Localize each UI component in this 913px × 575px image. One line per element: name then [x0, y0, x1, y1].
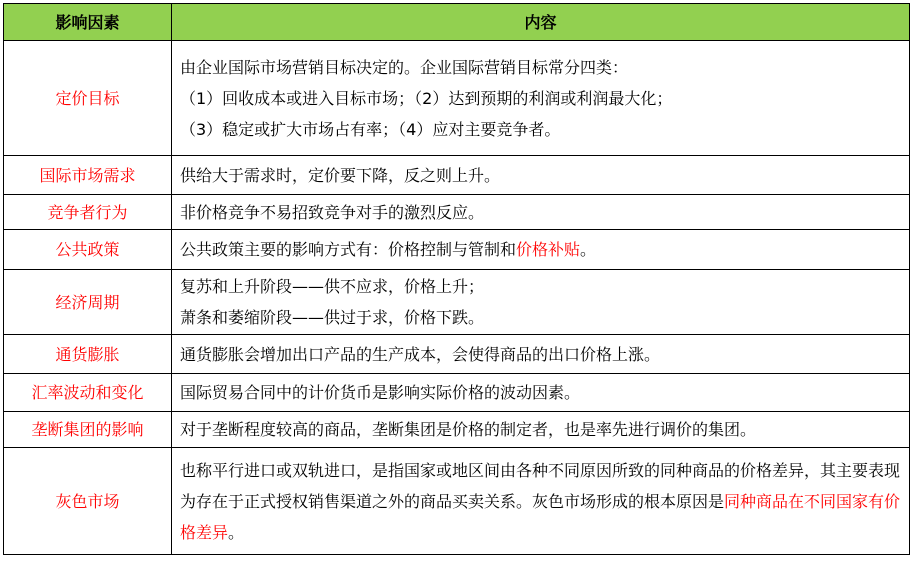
header-factor: 影响因素 — [4, 4, 172, 41]
highlight-text: 价格补贴 — [516, 240, 581, 259]
table-row — [4, 412, 910, 448]
factor-cell: 经济周期 — [4, 270, 172, 335]
header-row — [4, 4, 910, 41]
content-text: 。 — [228, 522, 245, 542]
content-line: 复苏和上升阶段——供不应求，价格上升； — [180, 277, 485, 296]
content-cell — [172, 156, 910, 195]
header-content: 内容 — [172, 4, 910, 41]
content-cell — [172, 412, 910, 448]
factor-cell: 垄断集团的影响 — [4, 412, 172, 448]
table-row — [4, 335, 910, 374]
content-line: 对于垄断程度较高的商品，垄断集团是价格的制定者，也是率先进行调价的集团。 — [180, 420, 757, 439]
table-row — [4, 374, 910, 412]
content-line: 非价格竞争不易招致竞争对手的激烈反应。 — [180, 202, 485, 222]
table-row — [4, 448, 910, 555]
table-row — [4, 195, 910, 230]
content-cell — [172, 195, 910, 230]
factor-cell: 竞争者行为 — [4, 195, 172, 230]
content-line: 供给大于需求时，定价要下降，反之则上升。 — [180, 165, 501, 185]
content-line: 国际贸易合同中的计价货币是影响实际价格的波动因素。 — [180, 383, 581, 402]
content-line: （1）回收成本或进入目标市场；（2）达到预期的利润或利润最大化； — [180, 88, 673, 108]
factors-table — [3, 3, 910, 555]
table-row — [4, 41, 910, 156]
content-text: 公共政策主要的影响方式有：价格控制与管制和 — [180, 240, 517, 259]
factor-cell: 汇率波动和变化 — [4, 374, 172, 412]
content-line: 萧条和萎缩阶段——供过于求，价格下跌。 — [180, 308, 485, 327]
factor-cell: 公共政策 — [4, 230, 172, 270]
content-cell — [172, 270, 910, 335]
factor-cell: 通货膨胀 — [4, 335, 172, 374]
content-line: 通货膨胀会增加出口产品的生产成本，会使得商品的出口价格上涨。 — [180, 344, 661, 364]
content-cell — [172, 230, 910, 270]
table-row — [4, 230, 910, 270]
content-text: 。 — [580, 240, 597, 259]
content-cell — [172, 335, 910, 374]
content-line: 由企业国际市场营销目标决定的。企业国际营销目标常分四类： — [180, 57, 629, 77]
content-cell — [172, 41, 910, 156]
table-row — [4, 156, 910, 195]
content-cell — [172, 374, 910, 412]
content-line — [180, 234, 901, 265]
factor-cell: 国际市场需求 — [4, 156, 172, 195]
factor-cell: 定价目标 — [4, 41, 172, 156]
content-cell — [172, 448, 910, 555]
factor-cell: 灰色市场 — [4, 448, 172, 555]
highlight-text: 同种商品在不同国家有价格差异 — [180, 491, 901, 542]
content-text: 也称平行进口或双轨进口，是指国家或地区间由各种不同原因所致的同种商品的价格差异，其主要表现为存在于正式授权销售渠道之外的商品买卖关系。灰色市场形成的根本原因是 — [180, 460, 901, 511]
table-row — [4, 270, 910, 335]
content-paragraph — [180, 455, 901, 548]
content-line: （3）稳定或扩大市场占有率；（4）应对主要竞争者。 — [180, 119, 561, 139]
